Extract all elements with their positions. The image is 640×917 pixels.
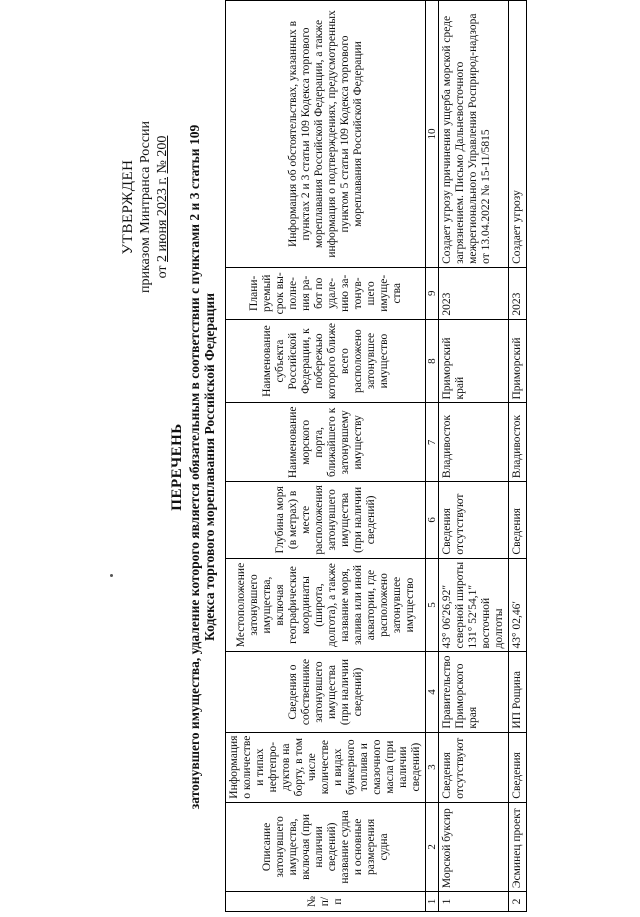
header-cell: Информация о количестве и типах нефтепро-дуктов на борту, в том числе количестве и видах бункерного топлива и смазочного масла (при наличии сведений): [226, 732, 426, 802]
column-number: 1: [426, 892, 439, 912]
header-cell: Сведения о собственнике затонувшего имущества (при наличии сведений): [226, 652, 426, 732]
approval-order-line: приказом Минтранса России: [138, 120, 153, 294]
term-cell: 2023: [439, 267, 509, 319]
approval-title: УТВЕРЖДЕН: [120, 159, 136, 255]
oil-info-cell: Сведения: [509, 732, 527, 802]
heading-line-1: затонувшего имущества, удаление которого является обязательным в соответствии с пунктами 2 и 3 статьи 109: [187, 124, 202, 810]
oil-info-cell: Сведения отсутствуют: [439, 732, 509, 802]
description-cell: Морской буксир: [439, 802, 509, 891]
header-cell: Описание затонувшего имущества, включая (при наличии сведений) название судна и основные размерения судна: [226, 802, 426, 891]
owner-cell: ИП Рощина: [509, 652, 527, 732]
depth-cell: Сведения отсутствуют: [439, 482, 509, 558]
column-number: 2: [426, 802, 439, 891]
heading-title: ПЕРЕЧЕНЬ: [169, 423, 185, 511]
approval-date: 2 июня 2023 г.: [155, 176, 170, 262]
column-number: 7: [426, 403, 439, 482]
owner-cell: Правительство Приморского края: [439, 652, 509, 732]
scan-speck: [110, 574, 113, 577]
row-number: 1: [439, 892, 509, 912]
heading-line-2: Кодекса торгового мореплавания Российской Федерации: [202, 293, 217, 641]
column-number-row: [426, 1, 439, 912]
header-cell: Информация об обстоятельствах, указанных в пунктах 2 и 3 статьи 109 Кодекса торгового мореплавания Российской Федерации, а также информация о подтверждениях, предусмотренных пунктом 5 статьи 109 Кодекса торгового мореплавания Российской Федерации: [226, 1, 426, 268]
row-number: 2: [509, 892, 527, 912]
header-cell: Местоположение затонувшего имущества, включая географические координаты (широта, долгота), а также название моря, залива или иной акватории, где расположено затонувшее имущество: [226, 558, 426, 652]
column-number: 9: [426, 267, 439, 319]
table-row: [439, 1, 509, 912]
wreck-list-table: [225, 0, 527, 912]
column-number: 6: [426, 482, 439, 558]
port-cell: Владивосток: [439, 403, 509, 482]
document-heading: [170, 67, 217, 867]
header-cell: № п/п: [226, 892, 426, 912]
region-cell: Приморский край: [439, 319, 509, 403]
info-cell: Создает угрозу причинения ущерба морской среде загрязнением. Письмо Дальневосточного межрегионального Управления Росприрод-надзора от 13.04.2022 № 15-11/5815: [439, 1, 509, 268]
port-cell: Владивосток: [509, 403, 527, 482]
depth-cell: Сведения: [509, 482, 527, 558]
location-cell: 43° 06′26,92″ северной широты 131° 52′54,1″ восточной долготы: [439, 558, 509, 652]
term-cell: 2023: [509, 267, 527, 319]
column-number: 4: [426, 652, 439, 732]
region-cell: Приморский: [509, 319, 527, 403]
column-number: 3: [426, 732, 439, 802]
description-cell: Эсминец проект: [509, 802, 527, 891]
header-cell: Плани-руемый срок вы-полне-ния ра-бот по удале-нию за-тонув-шего имуще-ства: [226, 267, 426, 319]
approval-stamp: [120, 57, 171, 357]
info-cell: Создает угрозу: [509, 1, 527, 268]
table-row: [509, 1, 527, 912]
header-row: [226, 1, 426, 912]
header-cell: Наименование морского порта, ближайшего к затонувшему имуществу: [226, 403, 426, 482]
header-cell: Наименование субъекта Российской Федерации, к побережью которого ближе всего расположено затонувшее имущество: [226, 319, 426, 403]
approval-number: № 200: [155, 135, 170, 174]
column-number: 5: [426, 558, 439, 652]
column-number: 10: [426, 1, 439, 268]
approval-date-prefix: от: [155, 261, 170, 279]
location-cell: 43° 02,46′: [509, 558, 527, 652]
approval-date-line: [154, 57, 171, 357]
column-number: 8: [426, 319, 439, 403]
header-cell: Глубина моря (в метрах) в месте расположения затонувшего имущества (при наличии сведений): [226, 482, 426, 558]
